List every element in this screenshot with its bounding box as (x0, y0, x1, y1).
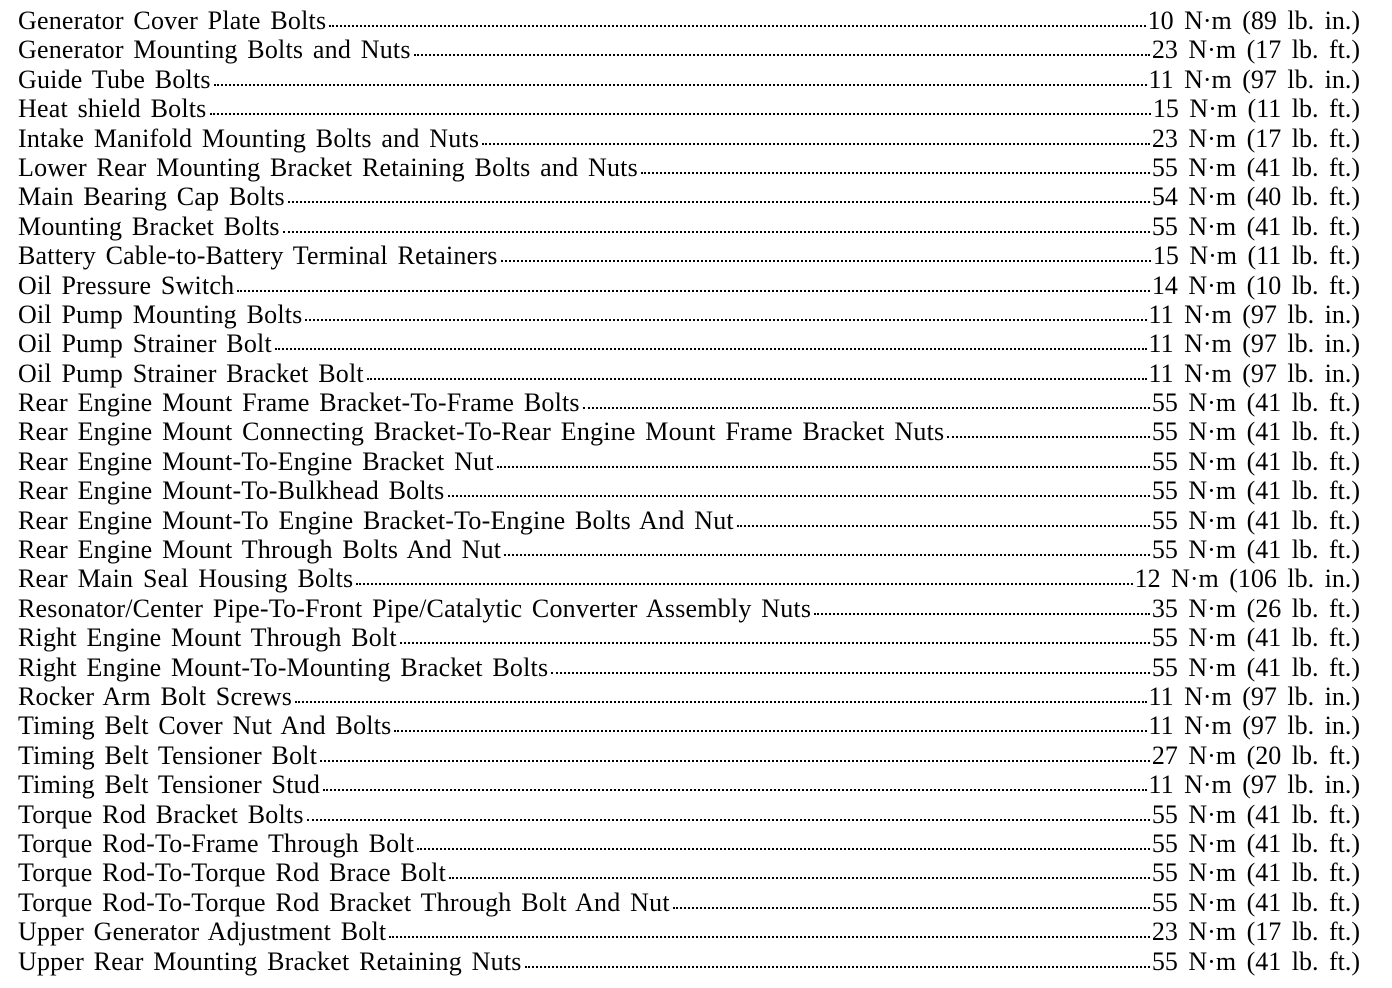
torque-value: 15 N·m (11 lb. ft.) (1152, 241, 1360, 271)
dot-leader (237, 290, 1150, 292)
dot-leader (307, 819, 1150, 821)
torque-value: 55 N·m (41 lb. ft.) (1151, 211, 1360, 241)
dot-leader (504, 554, 1150, 556)
fastener-label: Heat shield Bolts (18, 94, 207, 124)
torque-spec-table (18, 6, 1360, 976)
spec-row (18, 711, 1360, 740)
fastener-label: Generator Mounting Bolts and Nuts (18, 35, 411, 65)
spec-row (18, 153, 1360, 182)
torque-value: 55 N·m (41 lb. ft.) (1151, 828, 1360, 858)
spec-row (18, 241, 1360, 270)
fastener-label: Battery Cable-to-Battery Terminal Retainers (18, 241, 498, 271)
torque-value: 55 N·m (41 lb. ft.) (1151, 417, 1360, 447)
torque-value: 23 N·m (17 lb. ft.) (1151, 123, 1360, 153)
dot-leader (210, 113, 1151, 115)
torque-value: 55 N·m (41 lb. ft.) (1151, 652, 1360, 682)
spec-row (18, 388, 1360, 417)
torque-value: 14 N·m (10 lb. ft.) (1151, 270, 1360, 300)
dot-leader (329, 25, 1145, 27)
spec-row (18, 329, 1360, 358)
dot-leader (551, 672, 1150, 674)
fastener-label: Resonator/Center Pipe-To-Front Pipe/Catalytic Converter Assembly Nuts (18, 593, 812, 623)
torque-value: 55 N·m (41 lb. ft.) (1151, 858, 1360, 888)
spec-row (18, 800, 1360, 829)
dot-leader (400, 642, 1150, 644)
fastener-label: Rear Main Seal Housing Bolts (18, 564, 354, 594)
dot-leader (482, 143, 1150, 145)
torque-value: 23 N·m (17 lb. ft.) (1151, 35, 1360, 65)
spec-row (18, 447, 1360, 476)
torque-value: 11 N·m (97 lb. in.) (1148, 681, 1360, 711)
dot-leader (288, 201, 1150, 203)
torque-value: 55 N·m (41 lb. ft.) (1151, 887, 1360, 917)
torque-value: 55 N·m (41 lb. ft.) (1151, 799, 1360, 829)
torque-value: 11 N·m (97 lb. in.) (1148, 358, 1360, 388)
fastener-label: Rear Engine Mount-To Engine Bracket-To-Engine Bolts And Nut (18, 505, 734, 535)
dot-leader (367, 378, 1147, 380)
torque-value: 27 N·m (20 lb. ft.) (1151, 740, 1360, 770)
dot-leader (449, 877, 1150, 879)
torque-value: 54 N·m (40 lb. ft.) (1151, 182, 1360, 212)
fastener-label: Lower Rear Mounting Bracket Retaining Bolts and Nuts (18, 152, 638, 182)
fastener-label: Rear Engine Mount-To-Engine Bracket Nut (18, 446, 494, 476)
spec-row (18, 506, 1360, 535)
dot-leader (389, 936, 1150, 938)
spec-row (18, 182, 1360, 211)
torque-value: 15 N·m (11 lb. ft.) (1152, 94, 1360, 124)
dot-leader (414, 54, 1150, 56)
spec-row (18, 623, 1360, 652)
dot-leader (320, 760, 1150, 762)
spec-row (18, 682, 1360, 711)
spec-row (18, 476, 1360, 505)
torque-value: 55 N·m (41 lb. ft.) (1151, 535, 1360, 565)
spec-row (18, 359, 1360, 388)
spec-row (18, 564, 1360, 593)
dot-leader (295, 701, 1146, 703)
spec-row (18, 65, 1360, 94)
spec-row (18, 858, 1360, 887)
spec-row (18, 653, 1360, 682)
spec-row (18, 212, 1360, 241)
spec-row (18, 35, 1360, 64)
torque-value: 11 N·m (97 lb. in.) (1148, 64, 1360, 94)
fastener-label: Oil Pressure Switch (18, 270, 235, 300)
dot-leader (497, 466, 1150, 468)
torque-value: 55 N·m (41 lb. ft.) (1151, 152, 1360, 182)
fastener-label: Right Engine Mount Through Bolt (18, 623, 397, 653)
dot-leader (448, 495, 1150, 497)
fastener-label: Torque Rod-To-Torque Rod Brace Bolt (18, 858, 447, 888)
spec-row (18, 6, 1360, 35)
torque-value: 11 N·m (97 lb. in.) (1148, 329, 1360, 359)
torque-value: 55 N·m (41 lb. ft.) (1151, 446, 1360, 476)
torque-value: 55 N·m (41 lb. ft.) (1151, 623, 1360, 653)
spec-row (18, 417, 1360, 446)
dot-leader (501, 260, 1151, 262)
fastener-label: Upper Rear Mounting Bracket Retaining Nuts (18, 946, 522, 976)
fastener-label: Generator Cover Plate Bolts (18, 6, 327, 35)
spec-row (18, 770, 1360, 799)
fastener-label: Mounting Bracket Bolts (18, 211, 280, 241)
fastener-label: Intake Manifold Mounting Bolts and Nuts (18, 123, 480, 153)
torque-value: 11 N·m (97 lb. in.) (1148, 770, 1360, 800)
fastener-label: Upper Generator Adjustment Bolt (18, 917, 387, 947)
torque-value: 10 N·m (89 lb. in.) (1147, 6, 1360, 35)
torque-value: 55 N·m (41 lb. ft.) (1151, 476, 1360, 506)
dot-leader (214, 84, 1147, 86)
torque-value: 55 N·m (41 lb. ft.) (1151, 946, 1360, 976)
spec-row (18, 888, 1360, 917)
torque-value: 11 N·m (97 lb. in.) (1148, 299, 1360, 329)
spec-row (18, 124, 1360, 153)
torque-value: 35 N·m (26 lb. ft.) (1151, 593, 1360, 623)
dot-leader (673, 907, 1150, 909)
fastener-label: Oil Pump Mounting Bolts (18, 299, 303, 329)
spec-row (18, 917, 1360, 946)
dot-leader (525, 966, 1150, 968)
fastener-label: Rear Engine Mount Connecting Bracket-To-Rear Engine Mount Frame Bracket Nuts (18, 417, 945, 447)
fastener-label: Timing Belt Tensioner Bolt (18, 740, 318, 770)
spec-row (18, 271, 1360, 300)
fastener-label: Rocker Arm Bolt Screws (18, 681, 293, 711)
fastener-label: Right Engine Mount-To-Mounting Bracket Bolts (18, 652, 549, 682)
fastener-label: Torque Rod Bracket Bolts (18, 799, 304, 829)
dot-leader (275, 348, 1147, 350)
dot-leader (737, 525, 1150, 527)
dot-leader (417, 848, 1150, 850)
dot-leader (323, 789, 1147, 791)
spec-row (18, 535, 1360, 564)
fastener-label: Main Bearing Cap Bolts (18, 182, 285, 212)
fastener-label: Torque Rod-To-Frame Through Bolt (18, 828, 415, 858)
fastener-label: Oil Pump Strainer Bolt (18, 329, 272, 359)
fastener-label: Oil Pump Strainer Bracket Bolt (18, 358, 364, 388)
fastener-label: Torque Rod-To-Torque Rod Bracket Through Bolt And Nut (18, 887, 670, 917)
fastener-label: Rear Engine Mount-To-Bulkhead Bolts (18, 476, 445, 506)
torque-value: 12 N·m (106 lb. in.) (1134, 564, 1360, 594)
spec-row (18, 947, 1360, 976)
spec-row (18, 94, 1360, 123)
spec-row (18, 300, 1360, 329)
spec-row (18, 594, 1360, 623)
torque-value: 55 N·m (41 lb. ft.) (1151, 505, 1360, 535)
fastener-label: Rear Engine Mount Frame Bracket-To-Frame Bolts (18, 388, 580, 418)
dot-leader (583, 407, 1150, 409)
dot-leader (814, 613, 1150, 615)
dot-leader (947, 436, 1150, 438)
fastener-label: Timing Belt Cover Nut And Bolts (18, 711, 392, 741)
dot-leader (305, 319, 1146, 321)
dot-leader (356, 583, 1132, 585)
fastener-label: Timing Belt Tensioner Stud (18, 770, 321, 800)
torque-value: 11 N·m (97 lb. in.) (1148, 711, 1360, 741)
fastener-label: Guide Tube Bolts (18, 64, 211, 94)
torque-value: 23 N·m (17 lb. ft.) (1151, 917, 1360, 947)
spec-row (18, 741, 1360, 770)
torque-value: 55 N·m (41 lb. ft.) (1151, 388, 1360, 418)
dot-leader (283, 231, 1150, 233)
dot-leader (641, 172, 1150, 174)
dot-leader (394, 730, 1146, 732)
spec-row (18, 829, 1360, 858)
fastener-label: Rear Engine Mount Through Bolts And Nut (18, 535, 502, 565)
